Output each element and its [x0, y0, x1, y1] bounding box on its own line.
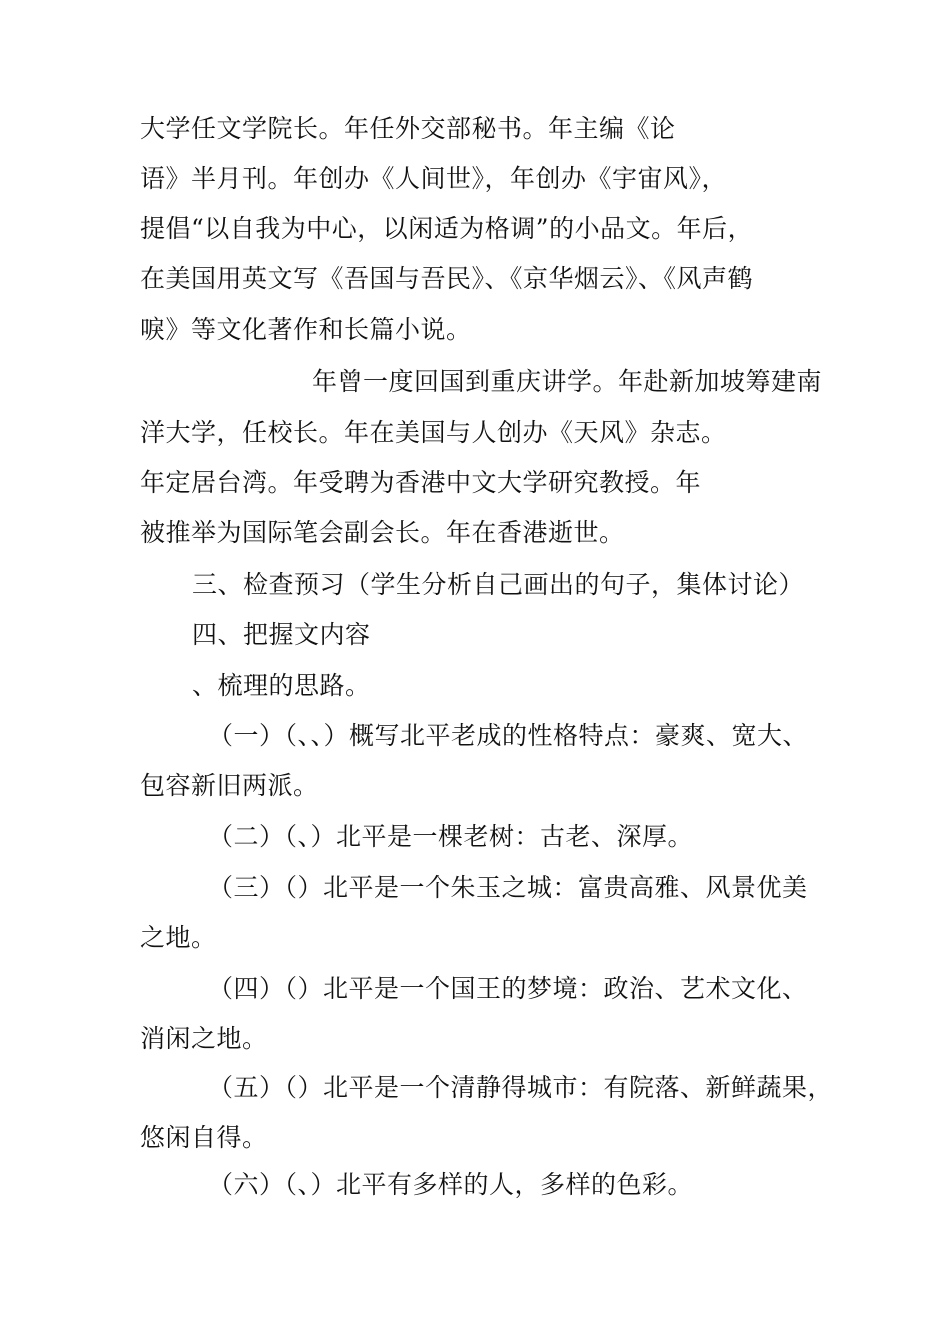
- list-item-5-line-1: （五）（）北平是一个清静得城市：有院落、新鲜蔬果，: [208, 1073, 834, 1102]
- section-heading-4: 四、把握文内容: [192, 620, 371, 649]
- list-item-3-line-2: 之地。: [140, 923, 217, 952]
- text-line-9: 被推举为国际笔会副会长。年在香港逝世。: [140, 518, 625, 547]
- text-line-4: 在美国用英文写《吾国与吾民》、《京华烟云》、《风声鹤: [140, 264, 754, 293]
- list-item-1-line-2: 包容新旧两派。: [140, 771, 319, 800]
- subheading-line: 、梳理的思路。: [192, 671, 371, 700]
- text-line-5: 唳》等文化著作和长篇小说。: [140, 315, 472, 344]
- text-line-3: 提倡“以自我为中心，以闲适为格调”的小品文。年后，: [140, 214, 754, 243]
- text-line-6: 年曾一度回国到重庆讲学。年赴新加坡筹建南: [312, 367, 823, 396]
- text-line-7: 洋大学，任校长。年在美国与人创办《天风》杂志。: [140, 418, 727, 447]
- list-item-1-line-1: （一）（、、）概写北平老成的性格特点：豪爽、宽大、: [208, 721, 809, 750]
- text-line-8: 年定居台湾。年受聘为香港中文大学研究教授。年: [140, 468, 702, 497]
- text-line-1: 大学任文学院长。年任外交部秘书。年主编《论: [140, 114, 676, 143]
- list-item-6: （六）（、）北平有多样的人，多样的色彩。: [208, 1170, 694, 1199]
- list-item-3-line-1: （三）（）北平是一个朱玉之城：富贵高雅、风景优美: [208, 873, 808, 902]
- list-item-4-line-1: （四）（）北平是一个国王的梦境：政治、艺术文化、: [208, 974, 808, 1003]
- list-item-2: （二）（、）北平是一棵老树：古老、深厚。: [208, 822, 694, 851]
- list-item-5-line-2: 悠闲自得。: [140, 1123, 268, 1152]
- list-item-4-line-2: 消闲之地。: [140, 1024, 268, 1053]
- section-heading-3: 三、检查预习（学生分析自己画出的句子，集体讨论）: [192, 570, 805, 599]
- text-line-2: 语》半月刊。年创办《人间世》，年创办《宇宙风》，: [140, 164, 728, 193]
